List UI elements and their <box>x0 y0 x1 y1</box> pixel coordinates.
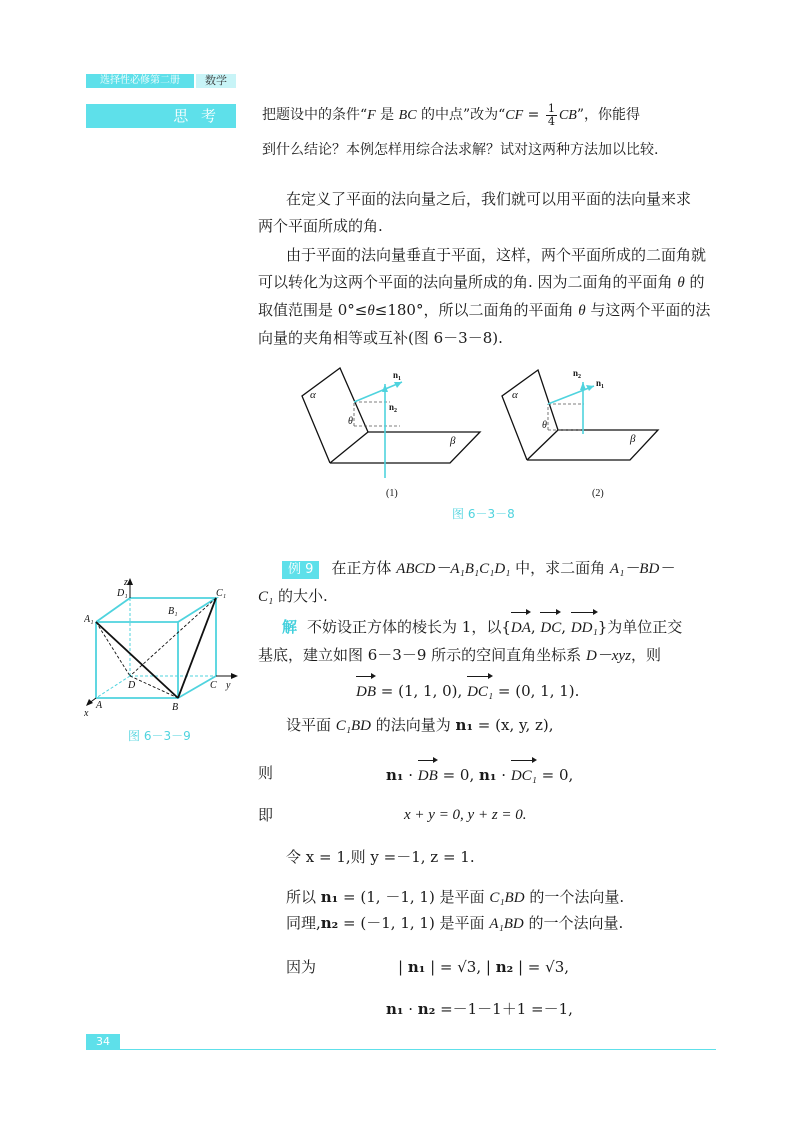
label-y: y <box>226 680 231 691</box>
edge-2 <box>527 430 558 460</box>
dihedral-figure-2 <box>502 370 658 460</box>
plane-beta-1 <box>330 432 480 463</box>
book-title: 选择性必修第二册 <box>100 75 180 86</box>
axis-y-arrow <box>231 673 238 679</box>
namely-label: 即 <box>258 806 274 824</box>
because-label: 因为 <box>286 958 317 976</box>
hidden-edge-d-a <box>96 676 130 698</box>
plane-alpha-1 <box>302 368 368 463</box>
solution-label: 解 <box>282 618 298 636</box>
label-a1: A₁ <box>84 614 94 625</box>
solution-line2: 基底，建立如图 6－3－9 所示的空间直角坐标系 D－xyz，则 <box>258 646 661 664</box>
example-9 <box>258 555 728 611</box>
dihedral-figure-1 <box>302 368 480 463</box>
let-statement: 令 x = 1,则 y =－1, z = 1. <box>286 848 475 866</box>
solution-line1: 解 不妨设正方体的棱长为 1，以{DA, DC, DD₁}为单位正交 <box>258 612 728 642</box>
example-line1: 例 9 在正方体 ABCD－A₁B₁C₁D₁ 中，求二面角 A₁－BD－ <box>258 555 728 583</box>
conclusion-n2: 同理,n₂ = (－1, 1, 1) 是平面 A₁BD 的一个法向量. <box>286 914 624 932</box>
fraction-one-quarter: $\frac{1}{4}$ <box>547 102 555 128</box>
label-alpha-2: α <box>512 389 518 401</box>
normal-n1-1 <box>354 382 402 402</box>
page-number: 34 <box>96 1035 110 1048</box>
figure-6-3-8-caption: 图 6－3－8 <box>452 507 515 521</box>
label-n2-1: $n_2$ <box>389 402 398 414</box>
label-b: B <box>172 702 179 713</box>
para2-line3: 取值范围是 0°≤θ≤180°，所以二面角的平面角 θ 与这两个平面的法 <box>258 301 711 319</box>
modulus-values: | n₁ | = √3, | n₂ | = √3, <box>398 958 570 976</box>
subject-label: 数学 <box>205 74 227 87</box>
para2-line1: 由于平面的法向量垂直于平面，这样，两个平面所成的二面角就 <box>286 246 707 264</box>
edge-1 <box>330 432 368 463</box>
sub-label-1: (1) <box>386 488 398 499</box>
axis-x-arrow <box>86 699 93 706</box>
label-x: x <box>84 708 89 719</box>
label-c: C <box>210 680 217 691</box>
label-n1-1: $n_1$ <box>393 370 402 382</box>
conclusion-n1: 所以 n₁ = (1, －1, 1) 是平面 C₁BD 的一个法向量. <box>286 888 625 906</box>
figure-6-3-9-caption: 图 6－3－9 <box>128 729 191 743</box>
label-theta-1: θ <box>348 416 353 427</box>
normal-n1-2 <box>548 386 594 404</box>
label-n2-2: $n_2$ <box>573 368 582 380</box>
paragraph-2 <box>258 242 728 352</box>
dot-equations: n₁ · DB = 0, n₁ · DC₁ = 0, <box>386 760 573 790</box>
dot-product: n₁ · n₂ =－1－1＋1 =－1, <box>386 1000 573 1018</box>
book-title-tab <box>86 74 194 88</box>
label-alpha-1: α <box>310 389 316 401</box>
diagonal-a1-b <box>96 622 178 698</box>
figure-6-3-8 <box>290 358 670 508</box>
example-line2: C₁ 的大小. <box>258 587 328 605</box>
label-z: z <box>124 577 128 588</box>
think-line-1: 把题设中的条件“F 是 BC 的中点”改为“CF = $\frac{1}{4}$ CB”，你能得 <box>262 102 641 128</box>
footer-rule <box>120 1049 716 1050</box>
figure-6-3-9 <box>84 576 244 721</box>
cube-top-face <box>96 598 216 622</box>
then-label: 则 <box>258 764 274 782</box>
diagonal-d-b <box>130 676 178 698</box>
think-text <box>262 100 732 165</box>
plane-beta-2 <box>527 430 658 460</box>
paragraph-1 <box>258 186 728 240</box>
arrow-n2-2 <box>580 382 586 390</box>
equation-system: x + y = 0, y + z = 0. <box>404 807 527 823</box>
page-number-box <box>86 1034 120 1050</box>
think-line-2: 到什么结论？本例怎样用综合法求解？试对这两种方法加以比较. <box>262 142 659 158</box>
vector-values: DB = (1, 1, 0), DC₁ = (0, 1, 1). <box>356 676 579 706</box>
example-tag: 例 9 <box>282 561 319 579</box>
para1-line1: 在定义了平面的法向量之后，我们就可以用平面的法向量来求 <box>286 190 692 208</box>
think-label: 思 考 <box>173 107 220 125</box>
header-bar <box>86 74 236 88</box>
para2-line4: 向量的夹角相等或互补(图 6－3－8). <box>258 329 503 347</box>
label-b1: B₁ <box>168 606 178 617</box>
label-d1: D₁ <box>117 588 128 599</box>
label-beta-2: β <box>630 433 636 445</box>
normal-setup: 设平面 C₁BD 的法向量为 n₁ = (x, y, z), <box>286 716 554 734</box>
plane-alpha-2 <box>502 370 558 460</box>
solution-block <box>258 612 728 670</box>
para1-line2: 两个平面所成的角. <box>258 217 383 235</box>
label-a: A <box>96 700 103 711</box>
label-c1: C₁ <box>216 588 227 599</box>
subject-tab <box>196 74 236 88</box>
label-theta-2: θ <box>542 420 547 431</box>
para2-line2: 可以转化为这两个平面的法向量所成的角. 因为二面角的平面角 θ 的 <box>258 273 705 291</box>
label-d: D <box>128 680 136 691</box>
label-beta-1: β <box>450 435 456 447</box>
think-label-box <box>86 104 236 128</box>
label-n1-2: $n_1$ <box>596 378 605 390</box>
sub-label-2: (2) <box>592 488 604 499</box>
